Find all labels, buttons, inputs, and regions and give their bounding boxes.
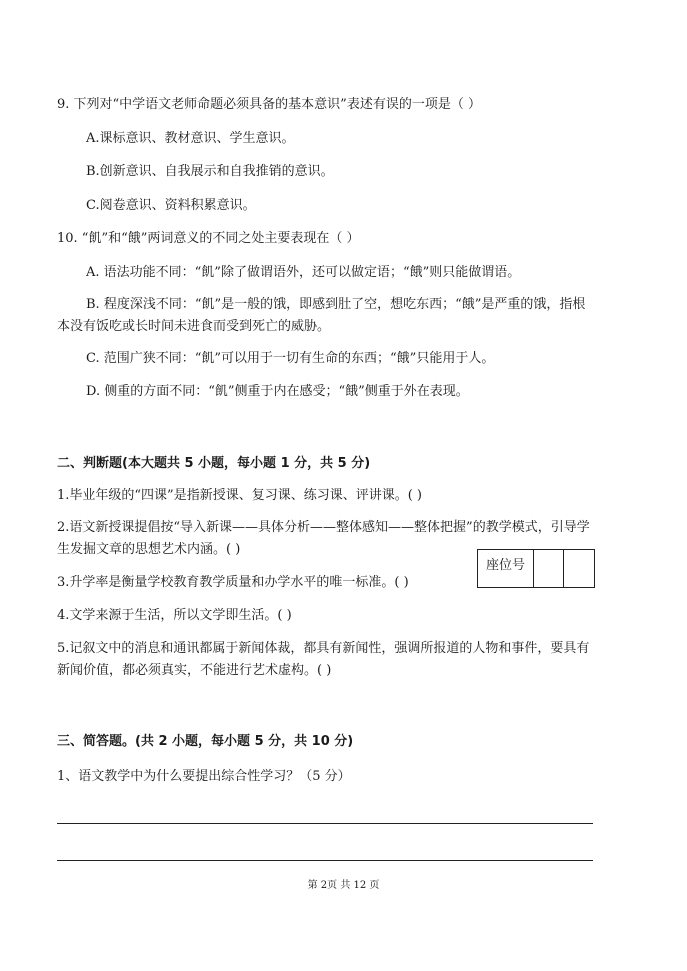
question-9-option-c: C.阅卷意识、资料积累意识。 (86, 198, 256, 213)
short-answer-question-1: 1、语文教学中为什么要提出综合性学习？（5 分） (57, 769, 351, 784)
question-9-stem: 9. 下列对“中学语文老师命题必须具备的基本意识”表述有误的一项是（ ） (57, 97, 481, 112)
true-false-item-5: 5.记叙文中的消息和通讯都属于新闻体裁，都具有新闻性，强调所报道的人物和事件，要具有新闻价值，都必须真实，不能进行艺术虚构。( ) (57, 641, 590, 678)
question-9-option-a: A.课标意识、教材意识、学生意识。 (86, 131, 295, 146)
true-false-item-3: 3.升学率是衡量学校教育教学质量和办学水平的唯一标准。( ) (57, 575, 409, 590)
seat-number-cell-2[interactable] (564, 550, 594, 587)
question-10-option-a: A. 语法功能不同：“飢”除了做谓语外，还可以做定语；“餓”则只能做谓语。 (86, 265, 521, 280)
page-footer: 第 2页 共 12 页 (307, 880, 380, 891)
question-10-stem: 10. “飢”和“餓”两词意义的不同之处主要表现在（ ） (57, 231, 360, 246)
seat-number-box (477, 549, 595, 588)
answer-line-2[interactable] (57, 860, 593, 861)
section-2-title: 二、判断题(本大题共 5 小题，每小题 1 分，共 5 分) (57, 456, 371, 471)
question-10-option-d: D. 侧重的方面不同：“飢”侧重于内在感受；“餓”侧重于外在表现。 (86, 384, 469, 399)
seat-number-label: 座位号 (478, 550, 534, 587)
question-10-option-c: C. 范围广狭不同：“飢”可以用于一切有生命的东西；“餓”只能用于人。 (86, 351, 495, 366)
question-10-option-b: B. 程度深浅不同：“飢”是一般的饿，即感到肚了空，想吃东西；“餓”是严重的饿，指根本没有饭吃或长时间未进食而受到死亡的威胁。 (57, 297, 586, 334)
true-false-item-4: 4.文学来源于生活，所以文学即生活。( ) (57, 608, 292, 623)
question-9-option-b: B.创新意识、自我展示和自我推销的意识。 (86, 164, 334, 179)
seat-number-cell-1[interactable] (534, 550, 564, 587)
answer-line-1[interactable] (57, 823, 593, 824)
true-false-item-2: 2.语文新授课提倡按“导入新课——具体分析——整体感知——整体把握”的教学模式，引导学生发掘文章的思想艺术内涵。( ) (57, 520, 590, 557)
true-false-item-1: 1.毕业年级的“四课”是指新授课、复习课、练习课、评讲课。( ) (57, 488, 422, 503)
section-3-title: 三、简答题。(共 2 小题，每小题 5 分，共 10 分) (57, 734, 354, 749)
